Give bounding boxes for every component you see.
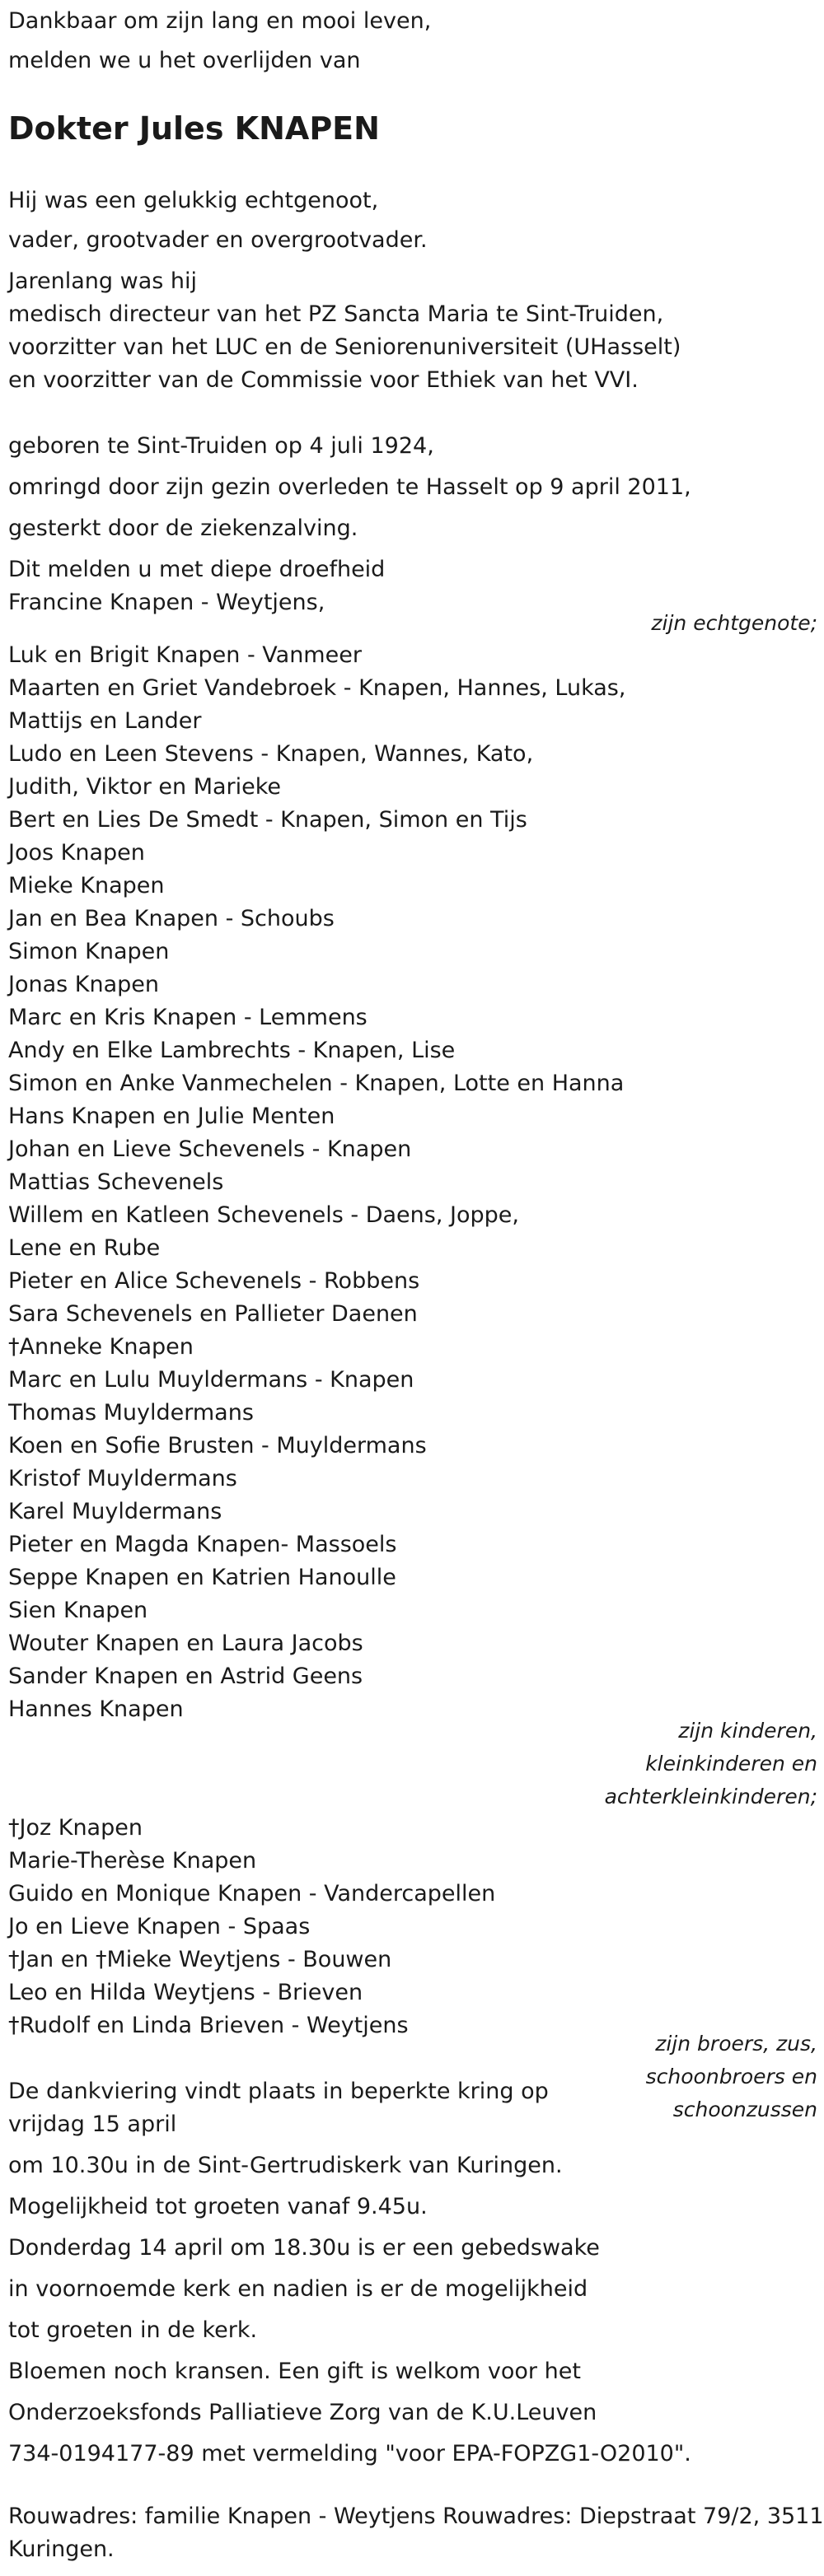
child-line: Simon en Anke Vanmechelen - Knapen, Lotte en Hanna [8, 1071, 625, 1096]
child-line: Hans Knapen en Julie Menten [8, 1104, 335, 1129]
sibling-line: Guido en Monique Knapen - Vandercapellen [8, 1881, 496, 1906]
child-line: Koen en Sofie Brusten - Muyldermans [8, 1433, 427, 1458]
children-role-line: achterkleinkinderen; [604, 1785, 817, 1808]
sibling-line: †Joz Knapen [8, 1815, 143, 1841]
intro-line-2: melden we u het overlijden van [8, 48, 361, 73]
child-line: Hannes Knapen [8, 1696, 184, 1722]
address-line: Kuringen. [8, 2536, 115, 2562]
child-line: Simon Knapen [8, 939, 170, 964]
child-line: Kristof Muyldermans [8, 1466, 237, 1491]
spouse-name: Francine Knapen - Weytjens, [8, 590, 325, 615]
children-role-line: kleinkinderen en [645, 1752, 817, 1776]
child-line: Marc en Lulu Muyldermans - Knapen [8, 1367, 414, 1393]
child-line: Pieter en Alice Schevenels - Robbens [8, 1268, 420, 1294]
bio-line: vader, grootvader en overgrootvader. [8, 227, 428, 253]
child-line: Pieter en Magda Knapen- Massoels [8, 1532, 397, 1557]
child-line: Sien Knapen [8, 1598, 148, 1623]
child-line: Joos Knapen [8, 840, 145, 866]
bio-line: Jarenlang was hij [8, 268, 198, 294]
child-line: Jan en Bea Knapen - Schoubs [8, 906, 335, 931]
bio-line: medisch directeur van het PZ Sancta Maria te Sint-Truiden, [8, 301, 664, 327]
child-line: Sara Schevenels en Pallieter Daenen [8, 1301, 418, 1327]
child-line: Marc en Kris Knapen - Lemmens [8, 1005, 368, 1030]
ceremony-line: tot groeten in de kerk. [8, 2317, 258, 2343]
child-line: Mattijs en Lander [8, 708, 202, 734]
child-line: Bert en Lies De Smedt - Knapen, Simon en Tijs [8, 807, 527, 833]
ceremony-line: Mogelijkheid tot groeten vanaf 9.45u. [8, 2194, 428, 2219]
ceremony-line: om 10.30u in de Sint-Gertrudiskerk van Kuringen. [8, 2153, 563, 2178]
sibling-line: Marie-Therèse Knapen [8, 1848, 257, 1874]
date-line: gesterkt door de ziekenzalving. [8, 516, 358, 541]
ceremony-line: Donderdag 14 april om 18.30u is er een gebedswake [8, 2235, 600, 2261]
child-line: Mieke Knapen [8, 873, 165, 898]
child-line: Jonas Knapen [8, 972, 160, 997]
child-line: Willem en Katleen Schevenels - Daens, Joppe, [8, 1202, 519, 1228]
child-line: Seppe Knapen en Katrien Hanoulle [8, 1565, 396, 1590]
child-line: Luk en Brigit Knapen - Vanmeer [8, 642, 362, 668]
ceremony-line: De dankviering vindt plaats in beperkte kring op [8, 2079, 549, 2104]
sibling-line: Leo en Hilda Weytjens - Brieven [8, 1980, 363, 2005]
address-line: Rouwadres: familie Knapen - Weytjens Rouwadres: Diepstraat 79/2, 3511 [8, 2504, 824, 2529]
bio-line: voorzitter van het LUC en de Seniorenuniversiteit (UHasselt) [8, 334, 681, 360]
siblings-role-line: schoonzussen [672, 2098, 817, 2121]
intro-line-1: Dankbaar om zijn lang en mooi leven, [8, 8, 432, 34]
ceremony-line: vrijdag 15 april [8, 2112, 177, 2137]
child-line: Thomas Muyldermans [8, 1400, 254, 1426]
sibling-line: Jo en Lieve Knapen - Spaas [8, 1914, 311, 1939]
child-line: Lene en Rube [8, 1235, 161, 1261]
child-line: Andy en Elke Lambrechts - Knapen, Lise [8, 1038, 456, 1063]
date-line: geboren te Sint-Truiden op 4 juli 1924, [8, 433, 434, 459]
child-line: Ludo en Leen Stevens - Knapen, Wannes, Kato, [8, 741, 534, 767]
announcement: Dit melden u met diepe droefheid [8, 557, 386, 582]
child-line: Johan en Lieve Schevenels - Knapen [8, 1136, 412, 1162]
ceremony-line: Onderzoeksfonds Palliatieve Zorg van de K.U.Leuven [8, 2400, 597, 2425]
ceremony-line: 734-0194177-89 met vermelding "voor EPA-FOPZG1-O2010". [8, 2441, 691, 2466]
siblings-role-line: zijn broers, zus, [655, 2032, 817, 2056]
child-line: Judith, Viktor en Marieke [8, 774, 282, 800]
ceremony-line: in voornoemde kerk en nadien is er de mogelijkheid [8, 2276, 588, 2302]
bio-line: Hij was een gelukkig echtgenoot, [8, 188, 379, 213]
spouse-role: zijn echtgenote; [651, 611, 817, 635]
date-line: omringd door zijn gezin overleden te Hasselt op 9 april 2011, [8, 474, 691, 500]
sibling-line: †Rudolf en Linda Brieven - Weytjens [8, 2013, 409, 2038]
children-role-line: zijn kinderen, [678, 1719, 817, 1743]
bio-line: en voorzitter van de Commissie voor Ethiek van het VVI. [8, 367, 639, 393]
child-line: Wouter Knapen en Laura Jacobs [8, 1631, 363, 1656]
ceremony-line: Bloemen noch kransen. Een gift is welkom voor het [8, 2359, 581, 2384]
siblings-role-line: schoonbroers en [645, 2065, 817, 2088]
child-line: Mattias Schevenels [8, 1169, 224, 1195]
sibling-line: †Jan en †Mieke Weytjens - Bouwen [8, 1947, 392, 1972]
child-line: †Anneke Knapen [8, 1334, 194, 1360]
child-line: Karel Muyldermans [8, 1499, 222, 1524]
child-line: Sander Knapen en Astrid Geens [8, 1664, 363, 1689]
deceased-name: Dokter Jules KNAPEN [8, 110, 380, 147]
child-line: Maarten en Griet Vandebroek - Knapen, Hannes, Lukas, [8, 675, 626, 701]
